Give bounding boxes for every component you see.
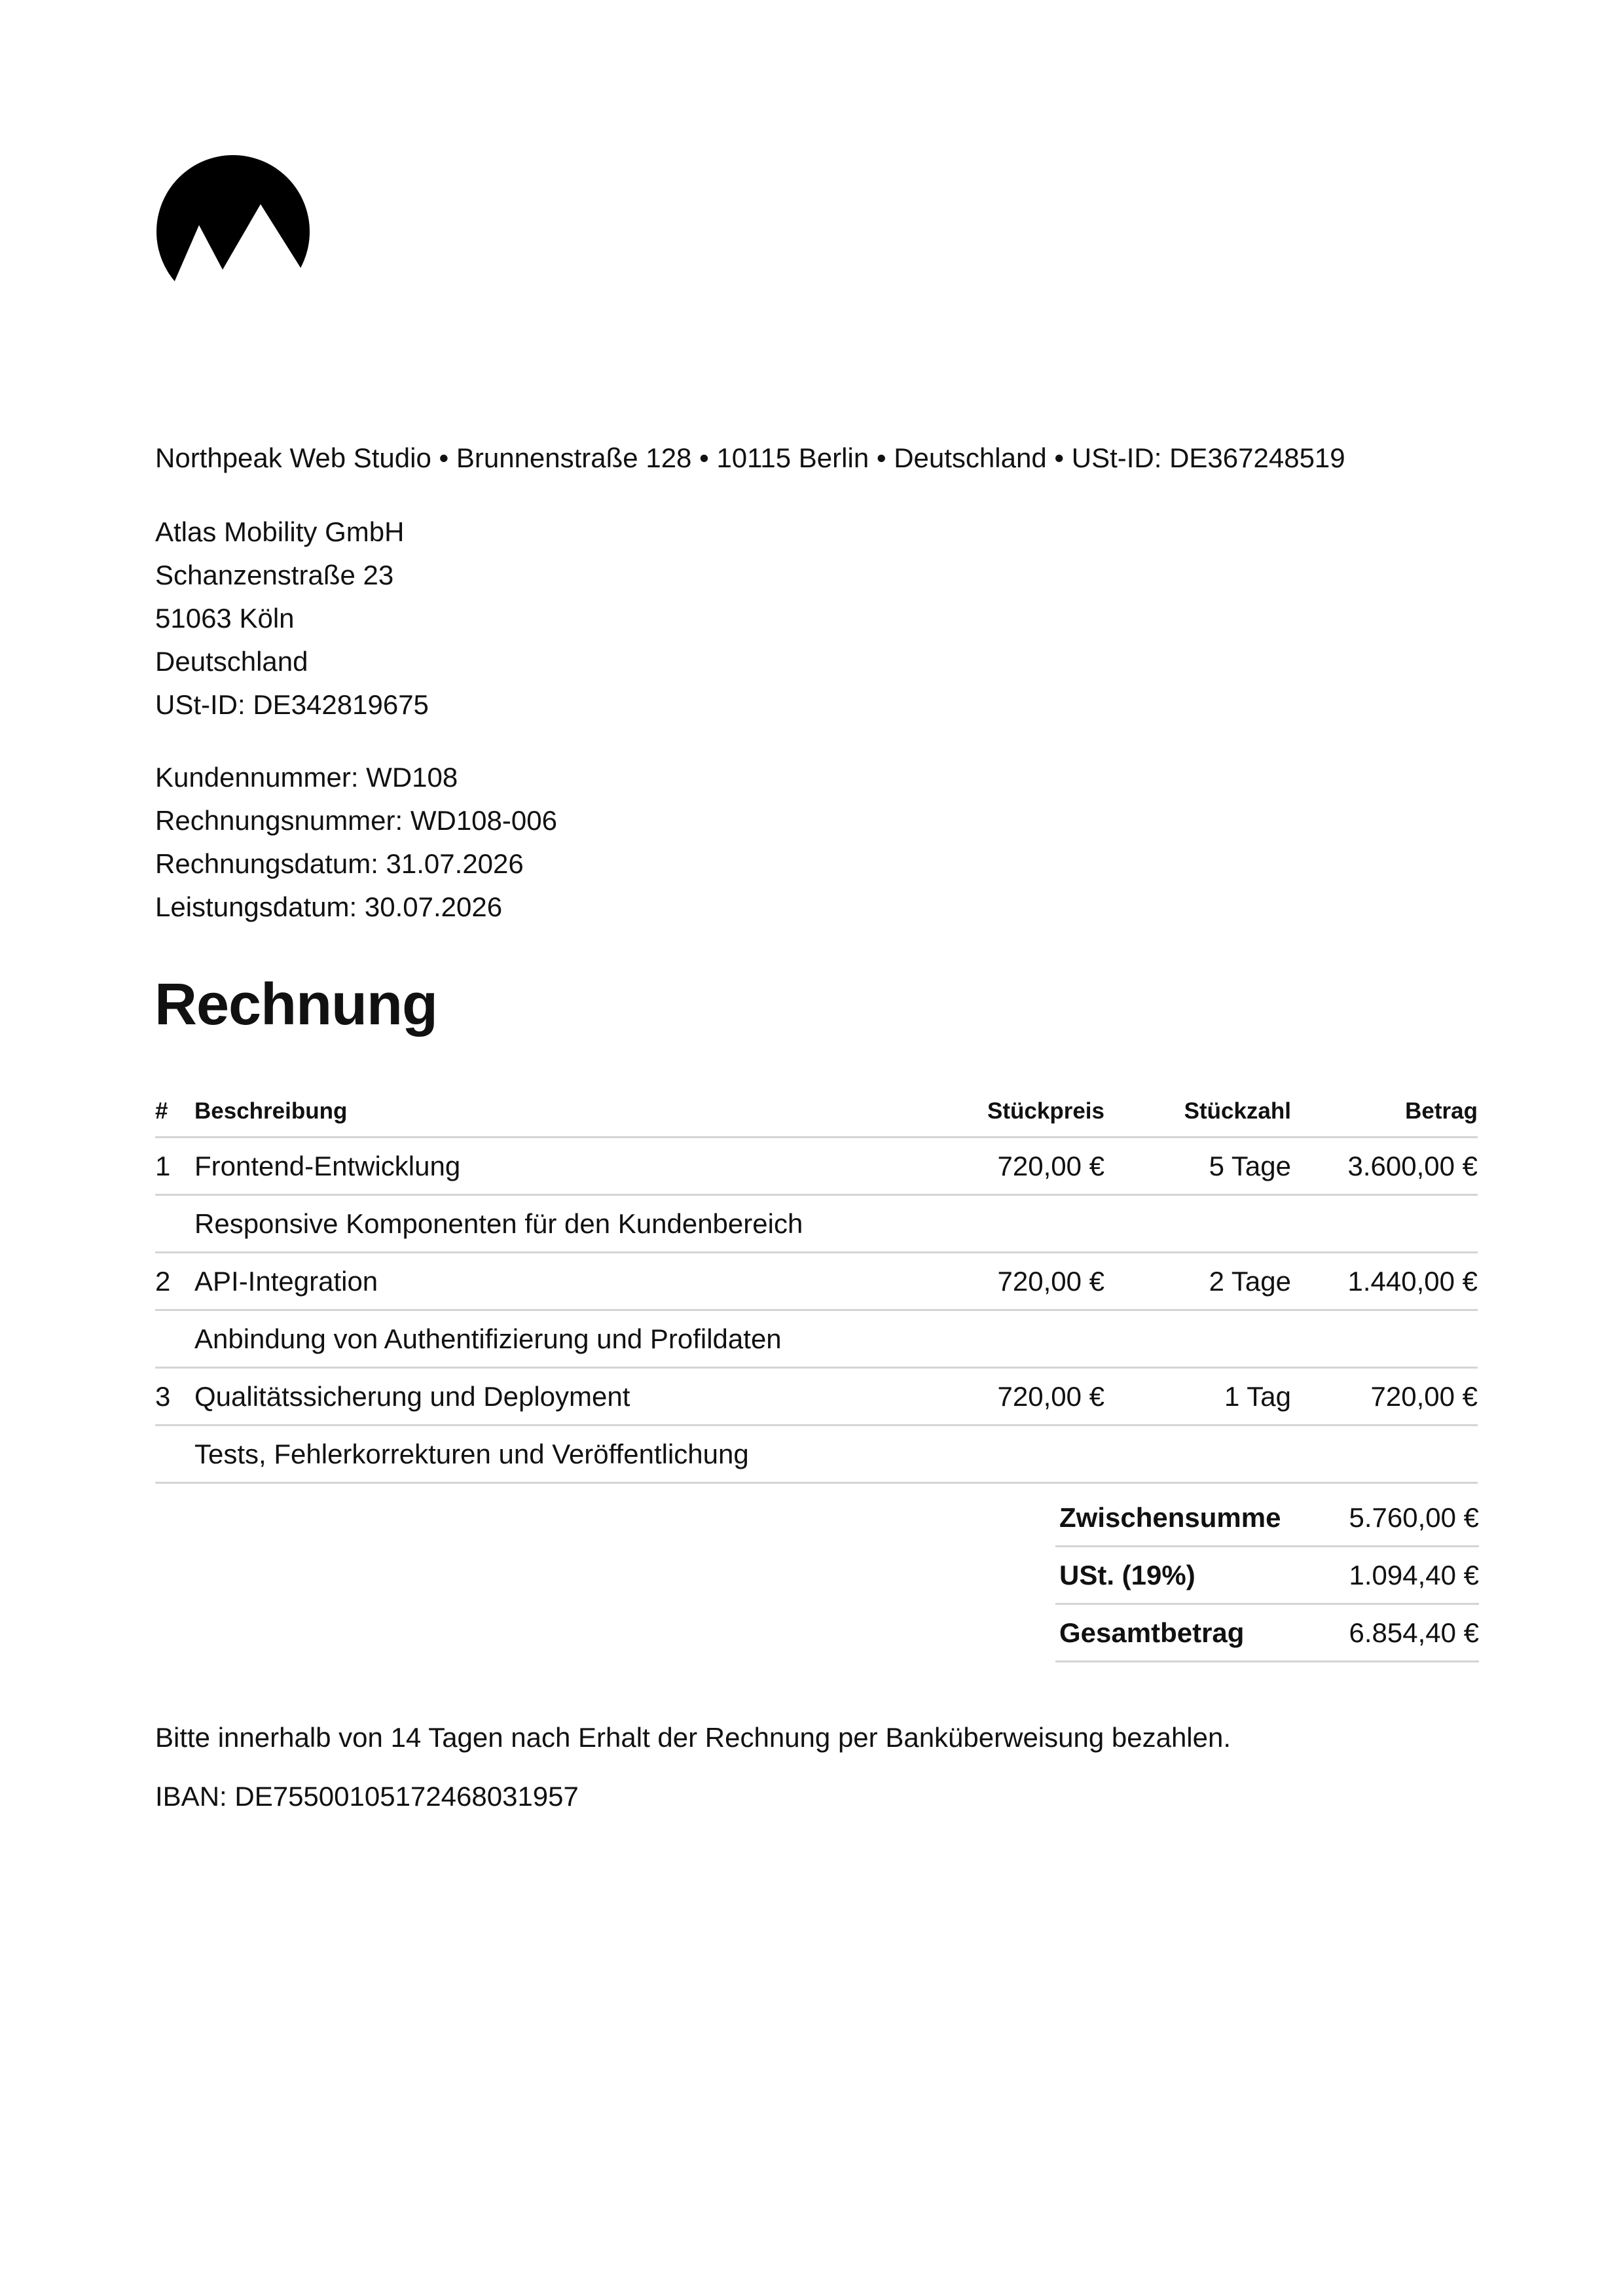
recipient-city: 51063 Köln [155, 603, 295, 634]
line-items-table [155, 1086, 1478, 1484]
subtotal-value: 5.760,00 € [1321, 1490, 1479, 1547]
table-row [155, 1368, 1478, 1426]
recipient-vat-id: USt-ID: DE342819675 [155, 689, 429, 720]
subtotal-row [1055, 1490, 1479, 1547]
item-detail: Tests, Fehlerkorrekturen und Veröffentlichung [194, 1426, 1478, 1483]
total-label: Gesamtbetrag [1055, 1604, 1321, 1662]
table-header-row [155, 1086, 1478, 1138]
service-date: Leistungsdatum: 30.07.2026 [155, 891, 503, 922]
item-amount: 720,00 € [1291, 1368, 1478, 1426]
tax-value: 1.094,40 € [1321, 1547, 1479, 1604]
invoice-date: Rechnungsdatum: 31.07.2026 [155, 848, 524, 879]
item-quantity: 2 Tage [1104, 1253, 1291, 1310]
page-title: Rechnung [155, 972, 437, 1037]
sender-address-line: Northpeak Web Studio • Brunnenstraße 128 • 10115 Berlin • Deutschland • USt-ID: DE367248519 [155, 442, 1345, 473]
payment-note: Bitte innerhalb von 14 Tagen nach Erhalt der Rechnung per Banküberweisung bezahlen. [155, 1722, 1231, 1753]
table-row [155, 1138, 1478, 1195]
payment-info [155, 1718, 1231, 1836]
item-description: Frontend-Entwicklung [194, 1138, 895, 1195]
item-number: 2 [155, 1253, 194, 1310]
item-unit-price: 720,00 € [895, 1368, 1104, 1426]
header-number: # [155, 1086, 194, 1138]
recipient-street: Schanzenstraße 23 [155, 560, 394, 590]
item-description: Qualitätssicherung und Deployment [194, 1368, 895, 1426]
tax-row [1055, 1547, 1479, 1604]
item-amount: 1.440,00 € [1291, 1253, 1478, 1310]
item-unit-price: 720,00 € [895, 1253, 1104, 1310]
item-quantity: 5 Tage [1104, 1138, 1291, 1195]
invoice-number: Rechnungsnummer: WD108-006 [155, 805, 557, 836]
item-unit-price: 720,00 € [895, 1138, 1104, 1195]
subtotal-label: Zwischensumme [1055, 1490, 1321, 1547]
totals-table [1055, 1490, 1479, 1662]
recipient-address [155, 511, 429, 726]
invoice-meta [155, 756, 557, 929]
item-quantity: 1 Tag [1104, 1368, 1291, 1426]
item-number: 3 [155, 1368, 194, 1426]
table-detail-row [155, 1426, 1478, 1483]
item-detail: Anbindung von Authentifizierung und Profildaten [194, 1310, 1478, 1368]
iban: IBAN: DE75500105172468031957 [155, 1781, 579, 1812]
customer-number: Kundennummer: WD108 [155, 762, 458, 793]
total-row [1055, 1604, 1479, 1662]
total-value: 6.854,40 € [1321, 1604, 1479, 1662]
item-amount: 3.600,00 € [1291, 1138, 1478, 1195]
header-description: Beschreibung [194, 1086, 895, 1138]
item-description: API-Integration [194, 1253, 895, 1310]
header-quantity: Stückzahl [1104, 1086, 1291, 1138]
table-detail-row [155, 1195, 1478, 1253]
company-logo-icon [155, 154, 312, 285]
item-number: 1 [155, 1138, 194, 1195]
recipient-company: Atlas Mobility GmbH [155, 516, 405, 547]
header-unit-price: Stückpreis [895, 1086, 1104, 1138]
table-row [155, 1253, 1478, 1310]
tax-label: USt. (19%) [1055, 1547, 1321, 1604]
table-detail-row [155, 1310, 1478, 1368]
item-detail: Responsive Komponenten für den Kundenbereich [194, 1195, 1478, 1253]
header-amount: Betrag [1291, 1086, 1478, 1138]
recipient-country: Deutschland [155, 646, 308, 677]
